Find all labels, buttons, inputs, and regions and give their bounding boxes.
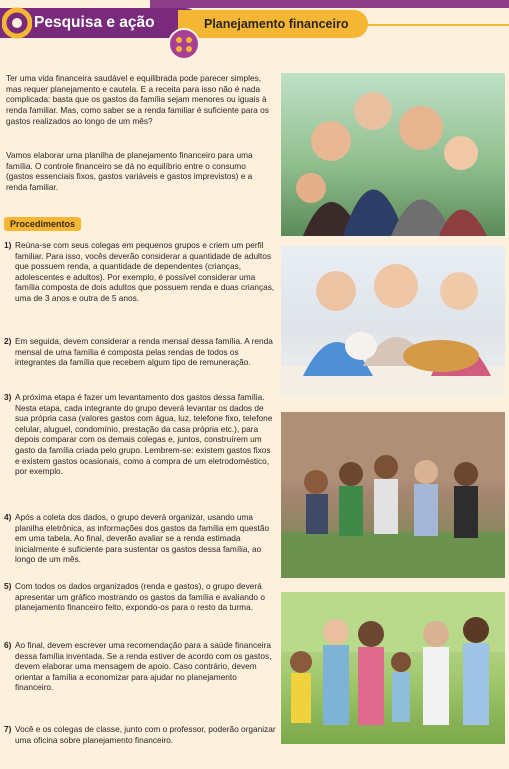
step-item (4, 336, 276, 368)
family-photo-4 (281, 592, 505, 744)
intro-paragraph-1 (6, 73, 274, 127)
step-item (4, 512, 276, 565)
page-subtitle: Planejamento financeiro (204, 17, 349, 31)
step-text: Com todos os dados organizados (renda e gastos), o grupo deverá apresentar um gráfico mostrando os gastos da família e avaliando o planejamento financeiro feito, expondo-os para o resto da turma. (15, 581, 265, 613)
intro-text-1: Ter uma vida financeira saudável e equilibrada pode parecer simples, mas requer planejamento e cautela. E a receita para isso não é nada complicada: basta que os gastos da família sejam menores ou iguais à renda familiar. Mas, como saber se a renda familiar é suficiente para os gastos realizados ao longo de um mês? (6, 73, 269, 126)
header-top-band (150, 0, 509, 8)
step-text: Ao final, devem escrever uma recomendação para a saúde financeira dessa família inventada. Se a renda estiver de acordo com os gastos, devem elaborar uma mensagem de apoio. Caso contrário, devem orientar a família a economizar para ajudar no planejamento financeiro. (15, 640, 272, 693)
step-item (4, 581, 276, 613)
procedures-heading: Procedimentos (4, 217, 81, 231)
step-number: 2) (4, 336, 12, 346)
step-number: 6) (4, 640, 12, 650)
page-header (0, 0, 509, 48)
family-photo-2 (281, 246, 505, 398)
family-photo-1 (281, 73, 505, 236)
intro-paragraph-2 (6, 150, 274, 193)
intro-text-2: Vamos elaborar uma planilha de planejamento financeiro para uma família. O controle financeiro se dá no equilíbrio entre o consumo (gastos essenciais fixos, gastos variáveis e gastos imprevistos) e a renda familiar. (6, 150, 253, 193)
step-number: 5) (4, 581, 12, 591)
step-text: Após a coleta dos dados, o grupo deverá organizar, usando uma planilha eletrônica, as informações dos gastos da família em questão em uma tabela. Ao final, deverão avaliar se a renda estimada inicialmente é suficiente para sustentar os gastos dessa família, ao longo de um mês. (15, 512, 270, 565)
step-text: Reúna-se com seus colegas em pequenos grupos e criem um perfil familiar. Para isso, vocês deverão considerar a quantidade de adultos que possuem renda, a quantidade de dependentes (crianças, adolescentes e adultos). Por exemplo, é possível considerar uma família composta de dois adultos que possuem renda e duas crianças, uma de 3 anos e outra de 5 anos. (15, 240, 275, 303)
step-text: A próxima etapa é fazer um levantamento dos gastos dessa família. Nesta etapa, cada integrante do grupo deverá levantar os dados de sua própria casa (valores gastos com água, luz, telefone fixo, telefone celular, aluguel, condomínio, prestação da casa própria etc.), para depois comparar com os demais colegas e, juntos, construírem um gasto da família criada pelo grupo. Lembrem-se: existem gastos fixos e existem gastos ocasionais, como a compra de um eletrodoméstico, por exemplo. (15, 392, 273, 477)
family-photo-3 (281, 412, 505, 578)
step-item (4, 724, 276, 745)
step-text: Você e os colegas de classe, junto com o professor, poderão organizar uma oficina sobre planejamento financeiro. (15, 724, 276, 745)
step-item (4, 640, 276, 693)
step-number: 3) (4, 392, 12, 402)
section-title: Pesquisa e ação (34, 14, 155, 31)
swirl-logo-icon (2, 4, 32, 42)
step-text: Em seguida, devem considerar a renda mensal dessa família. A renda mensal de uma família é composta pelas rendas de todos os integrantes da família que recebem algum tipo de remuneração. (15, 336, 273, 368)
header-rule (360, 24, 509, 26)
step-item (4, 392, 276, 477)
step-number: 4) (4, 512, 12, 522)
step-item (4, 240, 276, 304)
step-number: 1) (4, 240, 12, 250)
emblem-icon (168, 28, 200, 60)
step-number: 7) (4, 724, 12, 734)
